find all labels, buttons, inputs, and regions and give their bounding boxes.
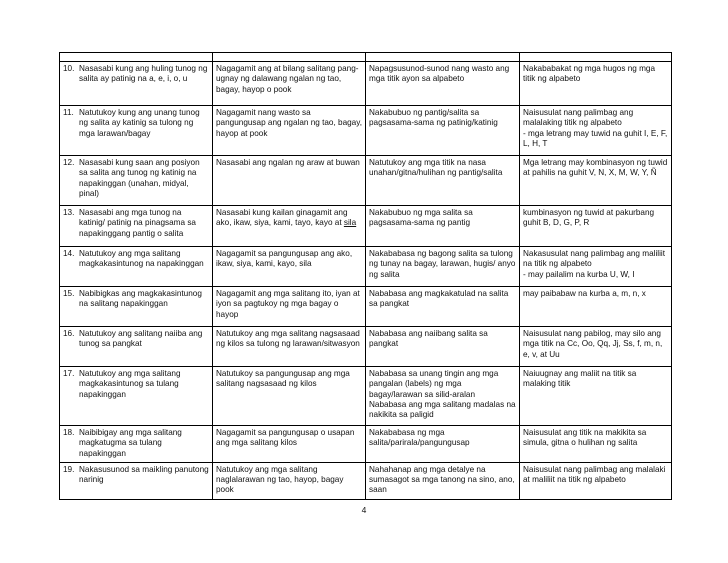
- competency-cell: [60, 156, 213, 206]
- grammar-text: Nasasabi kung kailan ginagamit ang ako, ikaw, siya, kami, tayo, kayo at: [216, 208, 348, 228]
- grammar-cell: [213, 206, 366, 247]
- competency-cell: [60, 206, 213, 247]
- item-number: 15.: [63, 289, 75, 298]
- item-number: 18.: [63, 428, 75, 437]
- reading-cell: Natutukoy ang mga titik na nasa unahan/gitna/hulihan ng pantig/salita: [366, 156, 520, 206]
- table-row: [60, 247, 672, 287]
- grammar-cell: Nagagamit sa pangungusap ang ako, ikaw, siya, kami, kayo, sila: [213, 247, 366, 287]
- reading-cell: Nakabubuo ng pantig/salita sa pagsasama-sama ng patinig/katinig: [366, 106, 520, 156]
- table-row: [60, 462, 672, 499]
- table-row: [60, 206, 672, 247]
- item-text: Nakasusunod sa maikling panutong narinig: [79, 464, 209, 485]
- grammar-cell: Natutukoy ang mga salitang nagsasaad ng kilos sa tulong ng larawan/sitwasyon: [213, 327, 366, 367]
- grammar-cell: Nagagamit ang at bilang salitang pang-ugnay ng dalawang ngalan ng tao, bagay, hayop o pook: [213, 62, 366, 106]
- reading-cell: Nakabubuo ng mga salita sa pagsasama-sama ng pantig: [366, 206, 520, 247]
- table-row: [60, 426, 672, 463]
- item-number: 13.: [63, 208, 75, 217]
- item-text: Nasasabi kung saan ang posiyon sa salita ang tunog ng katinig na napakinggan (unahan, midyal, pinal): [79, 158, 200, 198]
- grammar-cell: Natutukoy sa pangungusap ang mga salitang nagsasaad ng kilos: [213, 367, 366, 426]
- reading-cell: Nakababasa ng bagong salita sa tulong ng tunay na bagay, larawan, hugis/ anyo ng salita: [366, 247, 520, 287]
- item-text: Natutukoy ang mga salitang magkakasintunog sa tulang napakinggan: [79, 369, 181, 399]
- competency-cell: [60, 106, 213, 156]
- table-row: [60, 62, 672, 106]
- writing-cell: Nakababakat ng mga hugos ng mga titik ng alpabeto: [520, 62, 672, 106]
- grammar-cell: Nagagamit ang mga salitang ito, iyan at iyon sa pagtukoy ng mga bagay o hayop: [213, 287, 366, 327]
- blank-header-row: [60, 53, 672, 62]
- competency-cell: [60, 367, 213, 426]
- writing-cell: Naisusulat ang titik na makikita sa simula, gitna o hulihan ng salita: [520, 426, 672, 463]
- writing-cell: Naisusulat nang pabilog, may silo ang mga titik na Cc, Oo, Qq, Jj, Ss, f, m, n, e, v, at Uu: [520, 327, 672, 367]
- item-text: Nabibigkas ang magkakasintunog na salitang napakinggan: [79, 289, 202, 309]
- item-text: Natutukoy ang mga salitang magkakasintunog na napakinggan: [79, 249, 204, 269]
- grammar-cell: Nagagamit sa pangungusap o usapan ang mga salitang kilos: [213, 426, 366, 463]
- table-row: [60, 156, 672, 206]
- item-text: Nasasabi ang mga tunog na katinig/ patinig na pinagsama sa napakinggang pantig o salita: [79, 208, 196, 238]
- item-text: Naibibigay ang mga salitang magkatugma sa tulang napakinggan: [79, 428, 182, 458]
- competency-cell: [60, 327, 213, 367]
- reading-cell: Nababasa sa unang tingin ang mga pangalan (labels) ng mga bagay/larawan sa silid-aralan Nababasa ang mga salitang madalas na nakikita sa paligid: [366, 367, 520, 426]
- reading-cell: Nababasa ang naiibang salita sa pangkat: [366, 327, 520, 367]
- writing-cell: kumbinasyon ng tuwid at pakurbang guhit B, D, G, P, R: [520, 206, 672, 247]
- table-row: [60, 327, 672, 367]
- table-row: [60, 287, 672, 327]
- writing-cell: Naiuugnay ang maliit na titik sa malaking titik: [520, 367, 672, 426]
- item-number: 16.: [63, 329, 75, 338]
- table-row: [60, 106, 672, 156]
- reading-cell: Napagsusunod-sunod nang wasto ang mga titik ayon sa alpabeto: [366, 62, 520, 106]
- item-number: 17.: [63, 369, 75, 378]
- reading-cell: Nakababasa ng mga salita/parirala/pangungusap: [366, 426, 520, 463]
- page-number: 4: [361, 505, 367, 515]
- competency-cell: [60, 426, 213, 463]
- underlined-word: sila: [343, 218, 357, 228]
- writing-cell: may paibabaw na kurba a, m, n, x: [520, 287, 672, 327]
- writing-cell: Naisusulat nang palimbag ang malalaking titik ng alpabeto - mga letrang may tuwid na guhit I, E, F, L, H, T: [520, 106, 672, 156]
- grammar-cell: Nasasabi ang ngalan ng araw at buwan: [213, 156, 366, 206]
- reading-cell: Nahahanap ang mga detalye na sumasagot sa mga tanong na sino, ano, saan: [366, 462, 520, 499]
- curriculum-table-container: [59, 52, 671, 500]
- writing-cell: Nakasusulat nang palimbag ang maliliit na titik ng alpabeto - may pailalim na kurba U, W, I: [520, 247, 672, 287]
- item-number: 19.: [63, 464, 75, 474]
- table-row: [60, 367, 672, 426]
- curriculum-table: [59, 52, 672, 500]
- competency-cell: [60, 62, 213, 106]
- item-number: 14.: [63, 249, 75, 258]
- competency-cell: [60, 287, 213, 327]
- grammar-cell: Natutukoy ang mga salitang naglalarawan ng tao, hayop, bagay pook: [213, 462, 366, 499]
- item-text: Natutukoy kung ang unang tunog ng salita ay katinig sa tulong ng mga larawan/bagay: [79, 108, 200, 138]
- reading-cell: Nababasa ang magkakatulad na salita sa pangkat: [366, 287, 520, 327]
- item-number: 10.: [63, 64, 75, 73]
- competency-cell: [60, 462, 213, 499]
- item-number: 12.: [63, 158, 75, 167]
- writing-cell: Mga letrang may kombinasyon ng tuwid at pahilis na guhit V, N, X, M, W, Y, Ñ: [520, 156, 672, 206]
- item-text: Nasasabi kung ang huling tunog ng salita ay patinig na a, e, i, o, u: [79, 64, 208, 84]
- competency-cell: [60, 247, 213, 287]
- item-number: 11.: [63, 108, 74, 117]
- item-text: Natutukoy ang salitang naiiba ang tunog sa pangkat: [79, 329, 203, 349]
- grammar-cell: Nagagamit nang wasto sa pangungusap ang ngalan ng tao, bagay, hayop at pook: [213, 106, 366, 156]
- writing-cell: Naisusulat nang palimbag ang malalaki at maliliit na titik ng alpabeto: [520, 462, 672, 499]
